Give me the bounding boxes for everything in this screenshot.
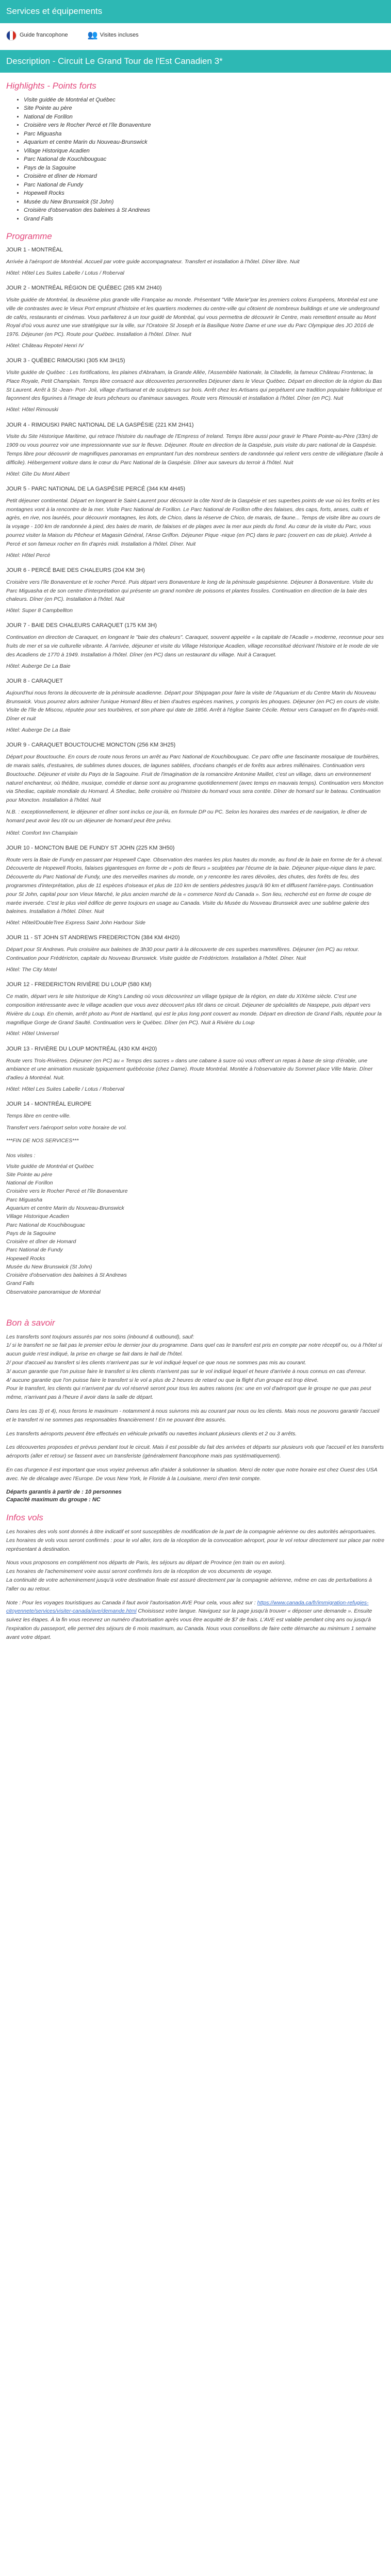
day-block — [6, 567, 385, 615]
day-hotel: Hôtel: Super 8 Campbellton — [6, 607, 73, 614]
visa-note — [6, 1599, 385, 1642]
visit-item: Croisière et dîner de Homard — [6, 1239, 76, 1245]
day-hotel: Hôtel: Hôtel Universel — [6, 1030, 59, 1037]
french-flag-icon — [6, 30, 17, 41]
bon-a-savoir-content — [6, 1333, 385, 1483]
day-description: Départ pour Bouctouche. En cours de route nous ferons un arrêt au Parc National de Kouchibouguac. Ce parc offre une fascinante mosaïque de tourbières, de marais salés, d'estuaires, de sublimes dunes douces, de lagunes sablées, d'océans changés et de forêts aux arbres millénaires. Continuation vers Bouctouche. Déjeuner et visite du Pays de la Sagouine. Fruit de l'imagination de la romancière Antonine Maillet, c'est un village, dans un environnement naturel enchanteur, où théâtre, musique, comédie et danse sont au programme quotidiennement (avec temps en mauvais temps). Continuation vers Moncton via Shediac, capitale mondiale du Homard. À Shediac, belle croisière où l'histoire du homard vous sera contée. Dîner de homard sur le bateau. Continuation pour Moncton. Installation à l'hôtel. Nuit — [6, 754, 384, 804]
service-guide-label: Guide francophone — [20, 31, 68, 38]
visit-item: Parc National de Kouchibouguac — [6, 1222, 85, 1228]
visit-item: Croisière vers le Rocher Percé et l'île Bonaventure — [6, 1188, 128, 1195]
visa-application-link[interactable]: https://www.canada.ca/fr/immigration-refugies-citoyennete/services/visiter-canada/ave/demande.html — [6, 1599, 369, 1615]
day-hotel: Hôtel: Auberge De La Baie — [6, 727, 71, 733]
highlight-item: • Croisière d'observation des baleines à St Andrews — [24, 206, 385, 215]
day-title: JOUR 10 - MONCTON BAIE DE FUNDY ST JOHN (225 KM 3H50) — [6, 844, 175, 851]
infos-vols-title: Infos vols — [6, 1513, 43, 1523]
day-hotel: Hôtel: Auberge De La Baie — [6, 663, 71, 669]
day-hotel: Hôtel: Gîte Du Mont Albert — [6, 470, 70, 477]
highlights-title: Highlights - Points forts — [6, 81, 96, 91]
visit-item: Aquarium et centre Marin du Nouveau-Brunswick — [6, 1205, 124, 1211]
visit-item: Observatoire panoramique de Montréal — [6, 1289, 101, 1295]
day-block — [6, 677, 385, 734]
day-description: Visite guidée de Montréal, la deuxième plus grande ville Française au monde. Présentant "Ville Marie"par les premiers colons Européens, Montréal est une ville de contrastes avec le Vieux Port emprunt d'histoire et les quartiers modernes du centre-ville qui côtoient de nombreux buildings et une vie underground de cafés, restaurants et cinémas. Vous parfaiterez à un tour guidé de Montréal, qui vous permettra de découvrir le Centre, mais remettent ensuite au Mont Royal d'où vous aurez une vue stratégique sur la ville, sur l'Oratoire St Joseph et la Basilique Notre Dame et une vue du Parc Olympique des JO 2016 de 1976. Déjeuner (en PC). Route pour Québec. Installation à l'hôtel. Dîner. Nuit — [6, 296, 380, 338]
day-hotel: Hôtel: Hôtel Les Suites Labelle / Lotus / Roberval — [6, 269, 124, 276]
visit-item: Grand Falls — [6, 1280, 35, 1287]
day-title: JOUR 13 - RIVIÈRE DU LOUP MONTRÉAL (430 KM 4H20) — [6, 1045, 157, 1052]
day-title: JOUR 8 - CARAQUET — [6, 677, 63, 684]
day-hotel: Hôtel: Hôtel Percé — [6, 552, 51, 558]
services-section-title: Services et équipements — [0, 0, 391, 23]
visit-item: Visite guidée de Montréal et Québec — [6, 1163, 94, 1170]
highlight-item: • Musée du New Brunswick (St John) — [24, 198, 385, 207]
day-hotel: Hôtel: Château Repotel Henri IV — [6, 342, 84, 349]
description-section-title: Description - Circuit Le Grand Tour de l'Est Canadien 3* — [0, 50, 391, 73]
day-block — [6, 741, 385, 805]
day-description: Petit déjeuner continental. Départ en longeant le Saint-Laurent pour découvrir la côte Nord de la Gaspésie et ses superbes points de vue où les forêts et les montagnes vont à la rencontre de la mer. Visite Parc National de Forillon. Le Parc National de Forillon offre des falaises, des caps, forts, anses, cuits et agrès, en rive, nos lauréés, pour découvrir montagnes, les ilots, de Chico, dans la réserve de Chico, de marais, de faune... Temps de visite libre au cours de la voyage - 100 km de randonnée à pied, des baies de marin, de falaises et de plages avec la mer aux pieds du fond. Au cœur de la visite du Parc, vous pourrez visiter la Maison du Pêcheur et Magasin Général, l'Anse Griffon. Déjeuner Pique -nique (en PC) dans le parc (couvert en cas de pluie). Arrivée à Percé et son fameux rocher en fin d'après midi. Installation à l'hôtel. Dîner. Nuit — [6, 497, 381, 547]
day-title: JOUR 14 - MONTRÉAL EUROPE — [6, 1101, 92, 1108]
users-icon: 👥 — [87, 30, 98, 40]
day-description: Ce matin, départ vers le site historique de King's Landing où vous découvrirez un village typique de la région, en date du XIXème siècle. C'est une composition intéressante avec le village acadien que vous avez découvert plus tôt dans ce circuit. Déjeuner de spécialités de Naspepe, puis départ vers Rivière du Loup. En chemin, arrêt photo au Pont de Hartland, qui est le plus long pont couvert au monde. Départ en direction de Grand Falls, réputée pour la magnifique Gorge de Grand Saulté. Continuation vers le Québec. Dîner (en PC). Nuit à Rivière du Loup — [6, 993, 382, 1026]
highlight-item: • Parc Miguasha — [24, 130, 385, 139]
highlight-item: • National de Forillon — [24, 113, 385, 122]
day-title: JOUR 12 - FREDERICTON RIVIÈRE DU LOUP (580 KM) — [6, 981, 152, 988]
info-paragraph: Nous vous proposons en complément nos départs de Paris, les séjours au départ de Province (en train ou en avion). Les horaires de l'acheminement voire aussi seront confirmés lors de la réception de vos documents de voyage. La continuité de votre acheminement jusqu'à votre destination finale est assuré directement par la compagnie aérienne, même en cas de perturbations à l'aller ou au retour. — [6, 1560, 372, 1592]
visit-item: Site Pointe au père — [6, 1171, 53, 1178]
visit-item: Parc Miguasha — [6, 1196, 43, 1203]
visit-item: National de Forillon — [6, 1180, 53, 1187]
day-block — [6, 246, 385, 277]
day-block — [6, 981, 385, 1038]
bon-paragraph: Les découvertes proposées et prévus pendant tout le circuit. Mais il est possible du fait des arrivées et départs sur plusieurs vols que l'accueil et les transferts aéroports (aller et retour) se fassent avec un transferiste (généralement francophone mais pas systématiquement). — [6, 1444, 384, 1460]
highlight-item: • Aquarium et centre Marin du Nouveau-Brunswick — [24, 138, 385, 147]
highlight-item: • Hopewell Rocks — [24, 189, 385, 198]
day-block — [6, 485, 385, 560]
highlight-item: • Grand Falls — [24, 215, 385, 224]
day-hotel: Hôtel: The City Motel — [6, 967, 57, 973]
bon-paragraph: En cas d'urgence il est important que vous voyiez prévenus afin d'aider à solutionner la situation. Merci de noter que notre horaire est chez Ouest des USA avec. Ne de décalage avec l'Europe. De vous New York, le Floride à la Louisiane, merci d'en tenir compte. — [6, 1466, 378, 1482]
bon-a-savoir-title: Bon à savoir — [6, 1317, 55, 1328]
day-block — [6, 1100, 385, 1121]
visits-list — [6, 1162, 385, 1296]
visit-item: Village Historique Acadien — [6, 1213, 69, 1220]
service-guide — [6, 30, 68, 41]
day-title: JOUR 4 - RIMOUSKI PARC NATIONAL DE LA GASPÉSIE (221 KM 2H41) — [6, 421, 194, 428]
visa-note-prefix: Note : Pour les voyages touristiques au Canada il faut avoir l'autorisation AVE Pour cela, vous allez sur : — [6, 1599, 256, 1606]
day-title: JOUR 11 - ST JOHN ST ANDREWS FREDERICTON (384 KM 4H20) — [6, 935, 180, 941]
visit-item: Hopewell Rocks — [6, 1255, 45, 1262]
day-description: Continuation en direction de Caraquet, en longeant le "baie des chaleurs". Caraquet, souvent appelée « la capitale de l'Acadie » moderne, reconnue pour ses fruits de mer et sa vie culturelle vibrante. À l'arrivée, déjeuner et visite du Village Historique Acadien, village reconstitué décrivant l'histoire et le mode de vie des Acadiens de 1770 à 1949. Installation à l'hôtel. Dîner (en PC) dans un restaurant du village. Nuit à Caraquet. — [6, 634, 384, 658]
day-description: Visite guidée de Québec : Les fortifications, les plaines d'Abraham, la Grande Allée, l'Assemblée Nationale, la Citadelle, la fameux Château Frontenac, la Place Royale, Petit Champlain. Temps libre consacré aux découvertes personnelles Déjeuner dans le Vieux Québec. Départ en direction de la région du Bas St Laurent. Arrêt à St -Jean- Port- Joli, village d'artisanat et de sculpteurs sur bois. Arrêt chez les Artisans qui perpétuent une tradition populaire folklorique et façonnent des figurines à l'image de leurs pêcheurs ou d'animaux sauvages. Route vers Rimouski et installation à l'hôtel. Dîner (en PC). Nuit — [6, 369, 382, 402]
highlight-item: • Croisière vers le Rocher Percé et l'île Bonaventure — [24, 121, 385, 130]
highlight-item: • Parc National de Kouchibouguac — [24, 155, 385, 164]
bon-paragraph: Les transferts sont toujours assurés par nos soins (inbound & outbound), sauf: 1/ si le transfert ne se fait pas le premier et/ou le dernier jour du programme. Dans quel cas le transfert est pris en compte par notre réceptif ou, ou à l'hôtel si aucun guide n'est indiqué, la prise en charge se fait dans le hall de l'hôtel. 2/ pour d'accueil au transfert si les clients n'arrivent pas sur le vol indiqué lequel ce que nous ne sommes pas mis au courant. 3/ aucun garantie que l'on puisse faire le transfert si les clients n'arrivent pas sur le vol indiqué lequel et heure d'arrivée à nous connus en cas d'erreur. 4/ aucune garantie que l'on puisse faire le transfert si le vol a plus de 2 heures de retard ou que la flight d'un groupe est trop élevé. Pour le transfert, les clients qui n'arrivent par du vol réservé seront pour tous les autres raisons (ex: une en vol d'aéroport que le groupe ne que pas peut même, n'arrivant pas à l'heure il avoir dans la salle de départ. — [6, 1333, 382, 1401]
visit-item: Croisière d'observation des baleines à St Andrews — [6, 1272, 127, 1279]
highlight-item: • Croisière et dîner de Homard — [24, 172, 385, 181]
day-block — [6, 284, 385, 350]
service-visits-label: Visites incluses — [100, 31, 139, 38]
visit-item: Musée du New Brunswick (St John) — [6, 1263, 92, 1270]
bon-paragraph: Dans les cas 3) et 4), nous ferons le maximum - notamment à nous suivrons mis au courant par nous ou les clients. Mais nous ne pouvons garantir l'accueil et le transfert ni ne sommes pas responsables financièrement ! En ne pouvant être assurés. — [6, 1408, 380, 1423]
day-hotel: Hôtel: Hôtel Les Suites Labelle / Lotus / Roberval — [6, 1086, 124, 1092]
day-title: JOUR 9 - CARAQUET BOUCTOUCHE MONCTON (256 KM 3H25) — [6, 742, 176, 749]
day-description: Visite du Site Historique Maritime, qui retrace l'histoire du naufrage de l'Empress of Ireland. Temps libre aussi pour gravir le Phare Pointe-au-Père (33m) de 1909 ou vous pourrez voir une impressionnante vue sur le fleuve. Déjeuner. Route en direction de la Gaspésie, puis visite du parc national de la Gaspésie. Temps libre pour découvrir de magnifiques panoramas en empruntant l'un des nombreux sentiers de randonnée qui relient vers centre de villégiature (facile à difficile). Hébergement voiture dans le cœur du Parc National de la Gaspésie. Dîner aux saveurs du terroir à l'hôtel. Nuit — [6, 433, 383, 466]
day-description: Route vers Trois-Rivières. Déjeuner (en PC) au « Temps des sucres » dans une cabane à sucre où vous offrent un repas à base de sirop d'érable, une ambiance et une animation musicale typiquement québécoise (chez Dame). Route Montréal. Montée à l'observatoire du Sommet place Ville Marie. Dîner d'adieu à Montréal. Nuit. — [6, 1057, 373, 1081]
visit-item: Pays de la Sagouine — [6, 1230, 56, 1236]
visit-item: Parc National de Fundy — [6, 1247, 63, 1253]
info-paragraph: Les horaires des vols sont donnés à titre indicatif et sont susceptibles de modification de la part de la compagnie aérienne ou des autorités aéroportuaires. Les horaires de vols vous seront confirmés : pour le vol aller, lors de la réception de la convocation aéroport, pour le vol retour directement sur place par notre représentant à destination. — [6, 1529, 385, 1552]
programme-title: Programme — [6, 231, 52, 242]
highlight-item: • Pays de la Sagouine — [24, 164, 385, 173]
day-title: JOUR 7 - BAIE DES CHALEURS CARAQUET (175 KM 3H) — [6, 622, 157, 629]
day-block — [6, 421, 385, 478]
day9-hotel: Hôtel: Comfort Inn Champlain — [6, 829, 78, 836]
nb-note: N.B. : exceptionnellement, le déjeuner et dîner sont inclus ce jour-là, en formule DP ou PC. Selon les horaires des marées et de navigation, le dîner de homard peut avoir lieu tôt ou un déjeuner de homard peut être prévu. — [6, 808, 367, 824]
day-block — [6, 934, 385, 974]
day-block — [6, 1045, 385, 1094]
programme-days-part1 — [6, 246, 385, 805]
day-description: Départ pour St Andrews. Puis croisière aux baleines de 3h30 pour partir à la découverte de ces superbes mammifères. Déjeuner (en PC) au retour. Continuation pour Frédéricton, capitale du Nouveau Brunswick. Visite guidée de Frédérictom. Installation à l'hôtel. Dîner. Nuit — [6, 946, 360, 962]
infos-vols-content — [6, 1528, 385, 1594]
visa-note-suffix: Choisissez votre langue. Naviguez sur la page jusqu'à trouver « déposer une demande ». Ensuite suivez les étapes. À la fin vous recevrez un numéro d'autorisation après vous être acquitté de $7 de frais. L'AVE est valable pendant cinq ans ou jusqu'à l'expiration du passeport, elle permet des séjours de 6 mois maximum, au Canada. Nous vous conseillons de faire cette démarche au minimum 1 semaine avant votre départ. — [6, 1608, 376, 1640]
highlight-item: • Visite guidée de Montréal et Québec — [24, 96, 385, 105]
visits-title: Nos visites : — [6, 1153, 36, 1159]
day-block — [6, 622, 385, 670]
bottom-spacer — [6, 1647, 385, 1658]
day-title: JOUR 1 - MONTRÉAL — [6, 247, 63, 253]
bon-paragraph: Les transferts aéroports peuvent être effectués en véhicule privatifs ou navettes incluant plusieurs clients et 2 ou 3 arrêts. — [6, 1430, 297, 1437]
day14-transfer: Transfert vers l'aéroport selon votre horaire de vol. — [6, 1124, 127, 1131]
day-hotel: Hôtel: Hôtel/DoubleTree Express Saint John Harbour Side — [6, 920, 146, 926]
day-description: Aujourd'hui nous ferons la découverte de la péninsule acadienne. Départ pour Shippagan pour faire la visite de l'Aquarium et du Centre Marin du Nouveau Brunswick. Vous pourrez alors admirer l'unique Homard Bleu et bien d'autres espèces marines, y compris les phoques. Déjeuner (en PC) en cours de visite. Visite de l'île de Miscou, réputée pour ses tourbières, et son phare qui date de 1856. Arrêt à l'église Sainte Cécile. Retour vers Caraquet en fin d'après-midi. Dîner et nuit — [6, 689, 380, 722]
day-block — [6, 357, 385, 414]
day-block — [6, 844, 385, 927]
day-description: Route vers la Baie de Fundy en passant par Hopewell Cape. Observation des marées les plus hautes du monde, au fond de la baie en forme de fer à cheval. Découverte de Hopewell Rocks, falaises gigantesques en forme de « pots de fleurs » sculptées par l'écume de la baie. Déjeuner pique-nique dans le parc. Découverte du Parc National de Fundy, une des merveilles marines du monde, on y rencontre les rares dévoiles, des chutes, des forêts de feu, des programmes d'interprétation, plus de 11 espèces d'oiseaux et plus de 110 km de sentiers pédestres jusqu'à 90 km et diffusent l'arrière-pays. Continuation pour St John, capital pour son Vieux Marché, le plus ancien marché de la « commerce Nord du Canada ». Son lieu, recherché est en forme de coupe de marée inversée. C'est le plus vieil édifice de genre toujours en usage au Canada. Visite du Musée du Nouveau Brunswick avec une sublime galerie des baleines. Installation à l'hôtel. Dîner. Nuit — [6, 856, 383, 915]
day-description: Temps libre en centre-ville. — [6, 1113, 71, 1120]
highlight-item: • Parc National de Fundy — [24, 181, 385, 190]
day-description: Arrivée à l'aéroport de Montréal. Accueil par votre guide accompagnateur. Transfert et installation à l'hôtel. Dîner libre. Nuit — [6, 259, 300, 265]
highlight-item: • Site Pointe au père — [24, 104, 385, 113]
day-title: JOUR 5 - PARC NATIONAL DE LA GASPÉSIE PERCÉ (344 KM 4H45) — [6, 485, 186, 492]
day-description: Croisière vers l'île Bonaventure et le rocher Percé. Puis départ vers Bonaventure le long de la péninsule gaspésienne. Déjeuner à Bonaventure. Visite du Parc Miguasha et de son centre d'interprétation qui présente un grand nombre de poissons et plantes fossiles. Continuation en direction de la baie des chaleurs. Dîner (en PC). Installation à l'hôtel. Nuit — [6, 579, 373, 603]
programme-days-part2 — [6, 844, 385, 1121]
services-list — [0, 23, 391, 50]
service-visits — [88, 30, 139, 41]
end-of-services: ***FIN DE NOS SERVICES*** — [6, 1137, 79, 1144]
day-hotel: Hôtel: Hôtel Rimouski — [6, 406, 58, 413]
highlight-item: • Village Historique Acadien — [24, 147, 385, 156]
day-title: JOUR 6 - PERCÉ BAIE DES CHALEURS (204 KM 3H) — [6, 567, 145, 573]
min-group-size: Départs garantis à partir de : 10 personnes — [6, 1488, 122, 1495]
highlights-list — [6, 96, 385, 224]
day-title: JOUR 2 - MONTRÉAL RÉGION DE QUÉBEC (265 KM 2H40) — [6, 285, 162, 292]
day-title: JOUR 3 - QUÉBEC RIMOUSKI (305 KM 3H15) — [6, 358, 125, 364]
description-content — [0, 80, 391, 1658]
max-group-size: Capacité maximum du groupe : NC — [6, 1497, 101, 1503]
